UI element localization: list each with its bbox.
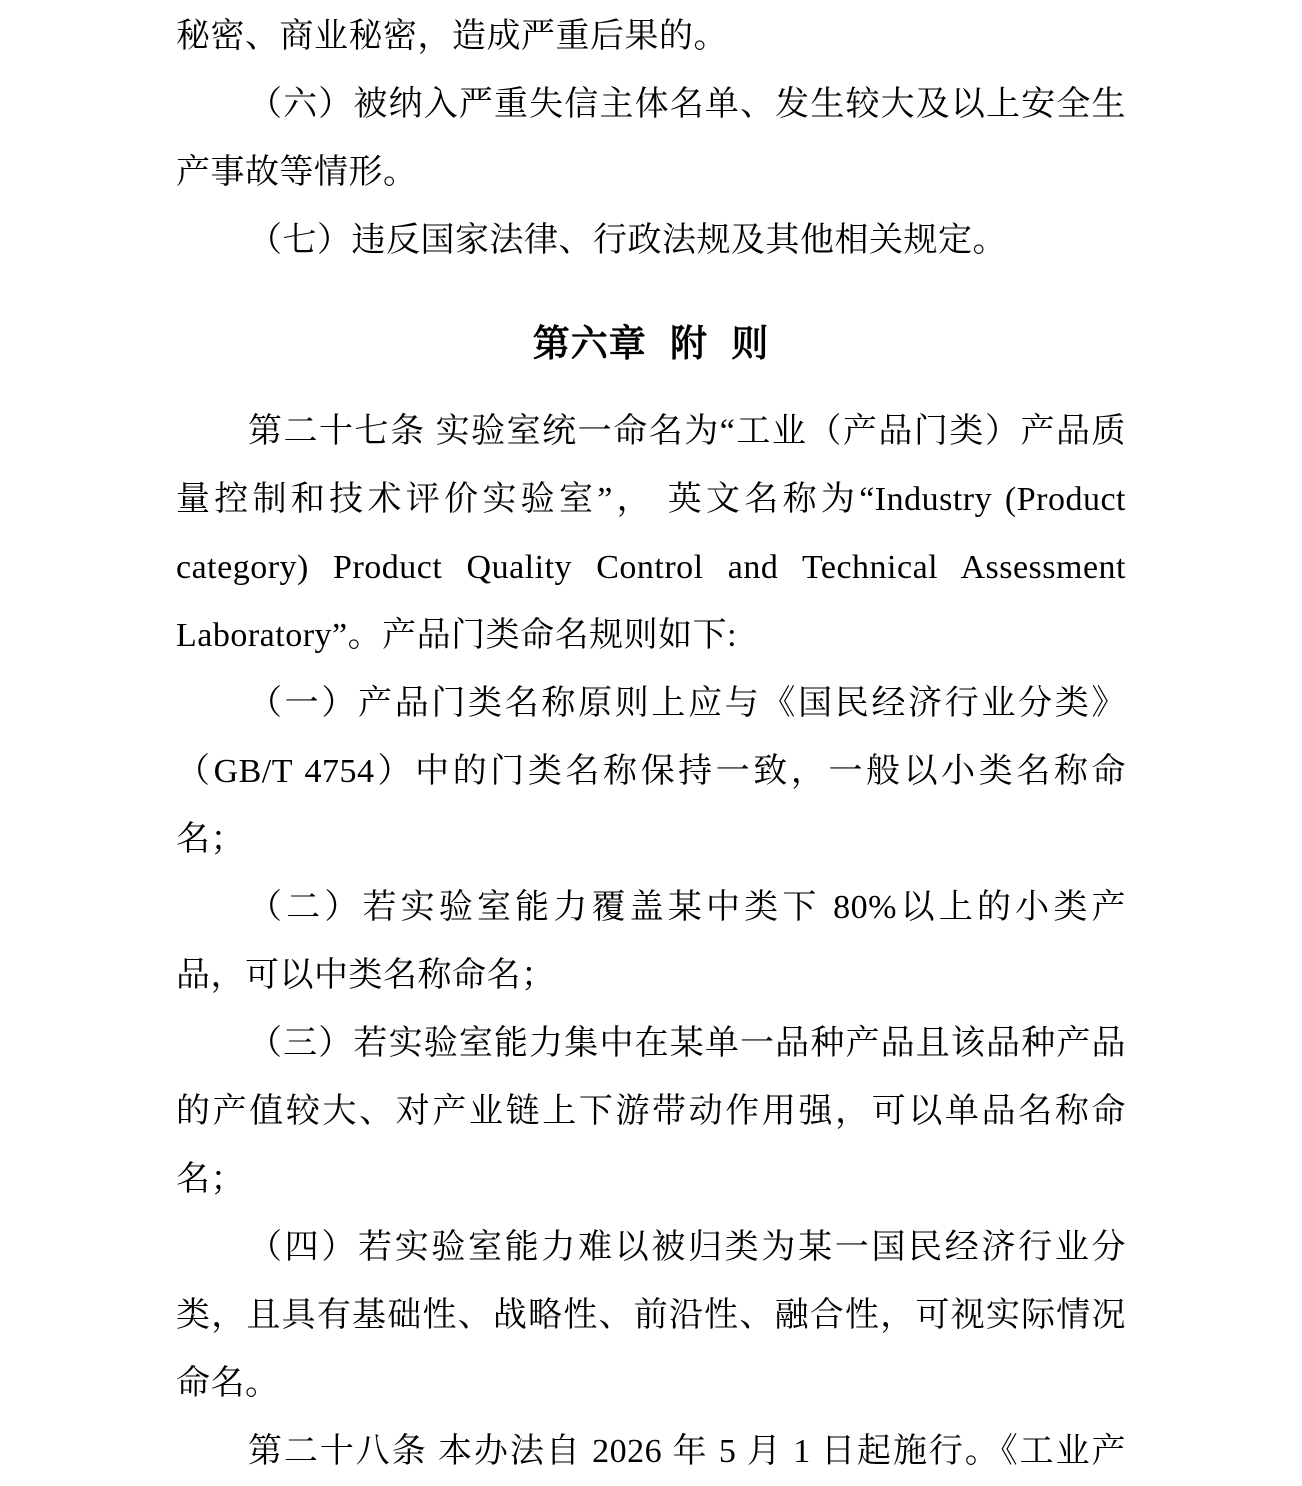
chapter-heading: 第六章 附 则 [532, 323, 770, 364]
doc-line: 品，可以中类名称命名； [176, 957, 556, 994]
doc-line: 量控制和技术评价实验室”， 英文名称为“Industry (Product [176, 481, 1126, 518]
doc-line: （四）若实验室能力难以被归类为某一国民经济行业分 [248, 1229, 1126, 1266]
doc-line: 第二十七条 实验室统一命名为“工业（产品门类）产品质 [248, 413, 1126, 450]
doc-line: 秘密、商业秘密，造成严重后果的。 [176, 18, 728, 55]
doc-line: category) Product Quality Control and Technical Assessment [176, 549, 1126, 586]
doc-line: （二）若实验室能力覆盖某中类下 80%以上的小类产 [248, 889, 1126, 926]
doc-line: 名； [176, 821, 245, 858]
doc-line: （一）产品门类名称原则上应与《国民经济行业分类》 [248, 685, 1126, 722]
doc-line: （七）违反国家法律、行政法规及其他相关规定。 [248, 222, 1007, 259]
doc-line: 第二十八条 本办法自 2026 年 5 月 1 日起施行。《工业产 [248, 1433, 1126, 1470]
doc-line: 产事故等情形。 [176, 154, 418, 191]
doc-line: 的产值较大、对产业链上下游带动作用强，可以单品名称命 [176, 1093, 1126, 1130]
doc-line: （六）被纳入严重失信主体名单、发生较大及以上安全生 [248, 86, 1126, 123]
doc-line: 命名。 [176, 1365, 280, 1402]
document-text-block [176, 3, 1126, 1486]
doc-line: 类，且具有基础性、战略性、前沿性、融合性，可视实际情况 [176, 1297, 1126, 1334]
doc-line: Laboratory”。产品门类命名规则如下: [176, 617, 738, 654]
doc-line: （GB/T 4754）中的门类名称保持一致，一般以小类名称命 [176, 753, 1126, 790]
doc-line: （三）若实验室能力集中在某单一品种产品且该品种产品 [248, 1025, 1126, 1062]
doc-line: 名； [176, 1161, 245, 1198]
